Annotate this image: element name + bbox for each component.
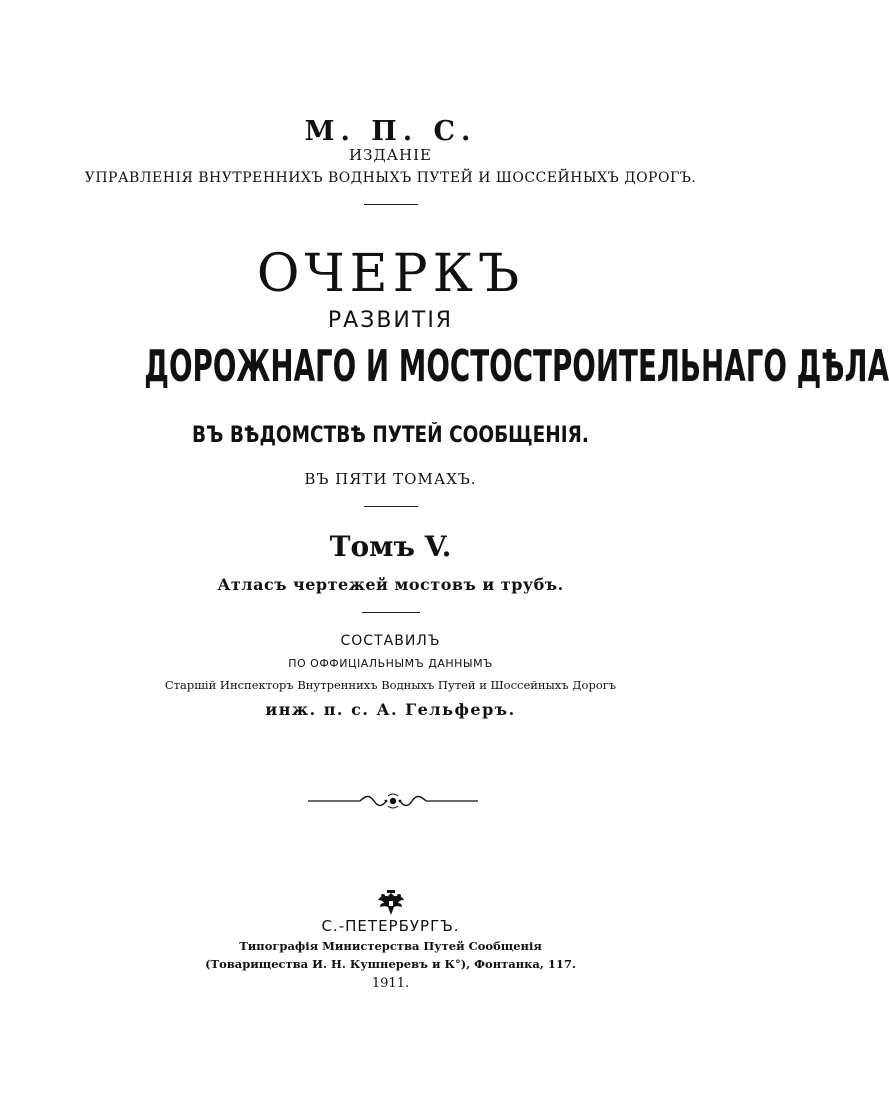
- double-headed-eagle-emblem-icon: [377, 889, 405, 917]
- divider-rule-1: [364, 204, 418, 205]
- publisher-name: УПРАВЛЕНІЯ ВНУТРЕННИХЪ ВОДНЫХЪ ПУТЕЙ И ШОССЕЙНЫХЪ ДОРОГЪ.: [84, 170, 697, 186]
- printer-name: Типографія Министерства Путей Сообщенія: [239, 939, 542, 953]
- author-position: Старшій Инспекторъ Внутреннихъ Водныхъ Путей и Шоссейныхъ Дорогъ: [164, 678, 617, 692]
- decorative-ornament-icon: [308, 792, 478, 810]
- volume-title: Атласъ чертежей мостовъ и трубъ.: [217, 575, 564, 594]
- publisher-abbreviation: М. П. С.: [304, 116, 477, 147]
- book-subtitle-3: ВЪ ВѢДОМСТВѢ ПУТЕЙ СООБЩЕНІЯ.: [191, 423, 589, 448]
- book-subtitle-2: ДОРОЖНАГО И МОСТОСТРОИТЕЛЬНАГО ДѢЛА: [144, 341, 889, 392]
- book-title: ОЧЕРКЪ: [256, 244, 525, 304]
- edition-label: ИЗДАНІЕ: [349, 146, 432, 164]
- book-subtitle-1: РАЗВИТІЯ: [327, 308, 454, 333]
- imprint-city: С.-ПЕТЕРБУРГЪ.: [321, 917, 460, 935]
- volumes-count: ВЪ ПЯТИ ТОМАХЪ.: [304, 470, 477, 488]
- compiled-by-label: СОСТАВИЛЪ: [340, 633, 441, 649]
- volume-number: Томъ V.: [329, 530, 452, 563]
- divider-rule-3: [362, 612, 420, 613]
- author-name: инж. п. с. А. Гельферъ.: [265, 700, 516, 719]
- source-label: ПО ОФФИЦІАЛЬНЫМЪ ДАННЫМЪ: [288, 657, 493, 670]
- printer-address: (Товарищества И. Н. Кушнеревъ и К°), Фонтанка, 117.: [205, 957, 576, 971]
- publication-year: 1911.: [371, 976, 410, 991]
- divider-rule-2: [364, 506, 418, 507]
